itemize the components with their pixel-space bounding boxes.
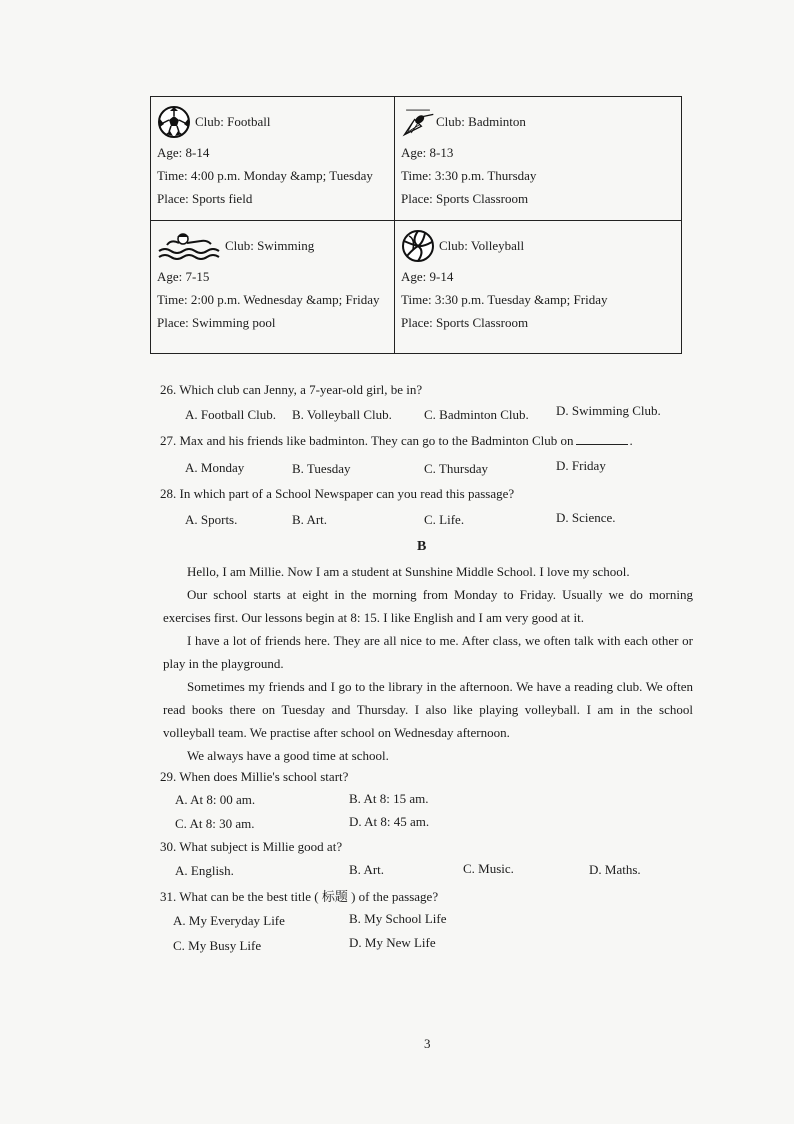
question-26-option-b[interactable]: B. Volleyball Club.: [292, 407, 392, 422]
club-time: Time: 3:30 p.m. Tuesday &amp; Friday: [401, 292, 608, 307]
question-30-option-d[interactable]: D. Maths.: [589, 862, 641, 877]
question-31-option-b[interactable]: B. My School Life: [349, 911, 447, 926]
question-28-option-d[interactable]: D. Science.: [556, 510, 616, 525]
football-icon: [157, 105, 191, 139]
question-30-option-a[interactable]: A. English.: [175, 863, 234, 878]
club-place: Place: Sports Classroom: [401, 191, 529, 206]
club-card-badminton: [395, 97, 681, 221]
question-31-option-c[interactable]: C. My Busy Life: [173, 938, 262, 953]
question-31-option-d[interactable]: D. My New Life: [349, 935, 436, 950]
question-29-option-c[interactable]: C. At 8: 30 am.: [175, 816, 255, 831]
club-time: Time: 3:30 p.m. Thursday: [401, 168, 537, 183]
club-place: Place: Sports Classroom: [401, 315, 529, 330]
club-card-volleyball: [395, 221, 681, 353]
question-27-option-a[interactable]: A. Monday: [185, 460, 245, 475]
swimming-icon: [157, 231, 221, 261]
club-age: Age: 9-14: [401, 269, 454, 284]
answer-blank[interactable]: [576, 434, 628, 445]
club-place: Place: Swimming pool: [157, 315, 276, 330]
question-29-stem: 29. When does Millie's school start?: [160, 769, 349, 784]
question-27-option-c[interactable]: C. Thursday: [424, 461, 489, 476]
question-31-option-a[interactable]: A. My Everyday Life: [173, 913, 285, 928]
club-name: Club: Volleyball: [439, 238, 525, 253]
passage-paragraph: We always have a good time at school.: [187, 748, 389, 763]
passage-paragraph: Sometimes my friends and I go to the library in the afternoon. We have a reading club. We often read books there on Tuesday and Thursday. I also like playing volleyball. I am in the school volleyball team. We practise after school on Wednesday afternoon.: [163, 679, 693, 740]
question-29-option-a[interactable]: A. At 8: 00 am.: [175, 792, 256, 807]
question-26-option-d[interactable]: D. Swimming Club.: [556, 403, 661, 418]
passage: [163, 560, 693, 767]
question-29-option-b[interactable]: B. At 8: 15 am.: [349, 791, 429, 806]
question-28-option-a[interactable]: A. Sports.: [185, 512, 238, 527]
club-place: Place: Sports field: [157, 191, 253, 206]
question-26-stem: 26. Which club can Jenny, a 7-year-old girl, be in?: [160, 382, 423, 397]
question-27-option-d[interactable]: D. Friday: [556, 458, 606, 473]
club-age: Age: 8-13: [401, 145, 454, 160]
volleyball-icon: [401, 229, 435, 263]
question-28-stem: 28. In which part of a School Newspaper can you read this passage?: [160, 486, 515, 501]
club-name: Club: Swimming: [225, 238, 315, 253]
club-time: Time: 4:00 p.m. Monday &amp; Tuesday: [157, 168, 373, 183]
question-30-option-b[interactable]: B. Art.: [349, 862, 385, 877]
club-card-swimming: [151, 221, 395, 353]
question-27-stem: [160, 433, 633, 449]
club-age: Age: 7-15: [157, 269, 210, 284]
club-card-football: [151, 97, 395, 221]
question-26-option-c[interactable]: C. Badminton Club.: [424, 407, 529, 422]
page-number: 3: [424, 1036, 431, 1051]
passage-paragraph: I have a lot of friends here. They are all nice to me. After class, we often talk with each other or play in the playground.: [163, 633, 693, 671]
question-30-stem: 30. What subject is Millie good at?: [160, 839, 343, 854]
question-28-option-c[interactable]: C. Life.: [424, 512, 465, 527]
club-time: Time: 2:00 p.m. Wednesday &amp; Friday: [157, 292, 380, 307]
club-table: [150, 96, 682, 354]
question-27-option-b[interactable]: B. Tuesday: [292, 461, 351, 476]
question-26-option-a[interactable]: A. Football Club.: [185, 407, 277, 422]
question-27-text: 27. Max and his friends like badminton. They can go to the Badminton Club on: [160, 433, 574, 448]
question-31-stem: 31. What can be the best title ( 标题 ) of the passage?: [160, 889, 439, 904]
question-30-option-c[interactable]: C. Music.: [463, 861, 514, 876]
badminton-icon: [401, 105, 435, 139]
passage-paragraph: Hello, I am Millie. Now I am a student at Sunshine Middle School. I love my school.: [187, 564, 630, 579]
question-28-option-b[interactable]: B. Art.: [292, 512, 328, 527]
section-heading: B: [417, 539, 427, 554]
passage-paragraph: Our school starts at eight in the morning from Monday to Friday. Usually we do morning exercises first. Our lessons begin at 8: 15. I like English and I am very good at it.: [163, 587, 693, 625]
club-age: Age: 8-14: [157, 145, 210, 160]
club-name: Club: Badminton: [436, 114, 526, 129]
club-name: Club: Football: [195, 114, 271, 129]
question-29-option-d[interactable]: D. At 8: 45 am.: [349, 814, 430, 829]
question-27-end: .: [629, 433, 633, 448]
